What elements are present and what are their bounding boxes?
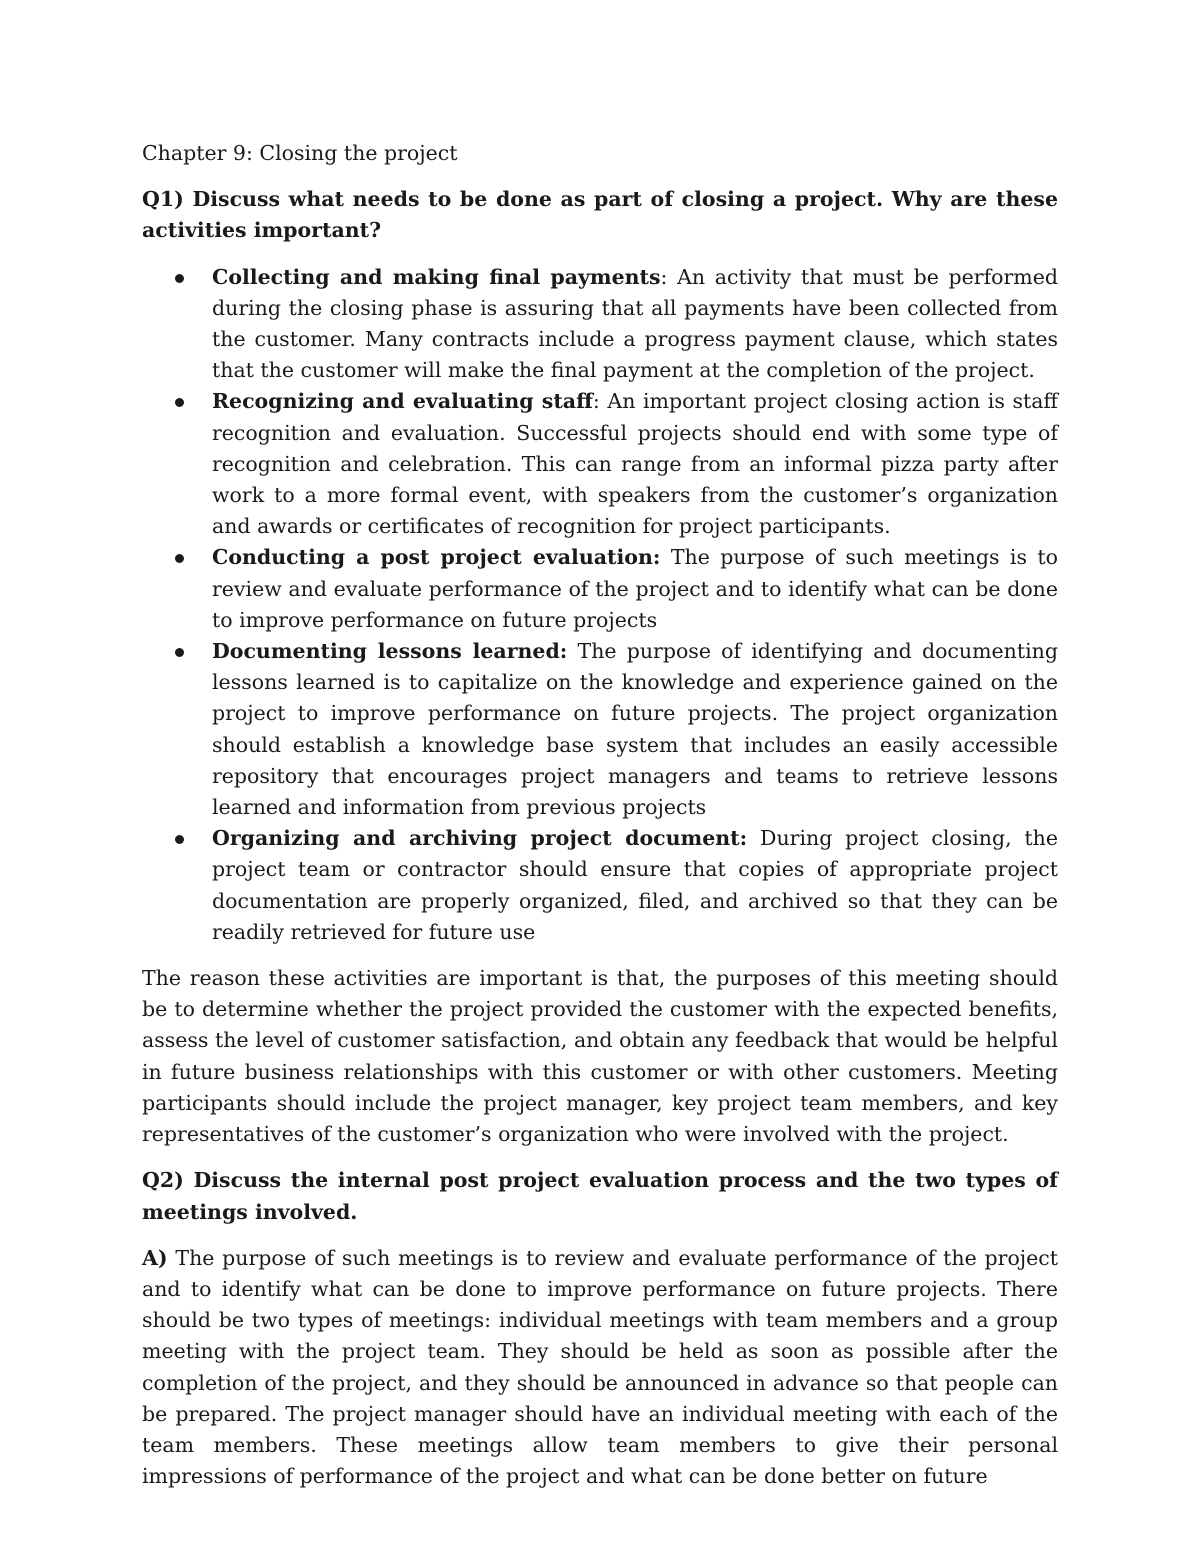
answer-paragraph <box>142 1243 1058 1493</box>
list-item-text: The purpose of identifying and documenting lessons learned is to capitalize on the knowledge and experience gained on the project to improve performance on future projects. The project organization should establish a knowledge base system that includes an easily accessible repository that encourages project managers and teams to retrieve lessons learned and information from previous projects <box>212 639 1059 820</box>
list-item <box>142 823 1058 948</box>
list-item-text: : An important project closing action is staff recognition and evaluation. Successful projects should end with some type of recognition and celebration. This can range from an informal pizza party after work to a more formal event, with speakers from the customer’s organization and awards or certificates of recognition for project participants. <box>212 389 1058 539</box>
list-item-title: Documenting lessons learned: <box>212 639 568 664</box>
question-1: Q1) Discuss what needs to be done as part of closing a project. Why are these activities important? <box>142 187 1058 243</box>
closing-activities-list <box>142 262 1058 948</box>
list-item <box>142 636 1058 823</box>
list-item-title: Conducting a post project evaluation: <box>212 545 661 570</box>
bullet-icon <box>175 554 184 563</box>
answer-text: The purpose of such meetings is to review and evaluate performance of the project and to identify what can be done to improve performance on future projects. There should be two types of meetings: individual meetings with team members and a group meeting with the project team. They should be held as soon as possible after the completion of the project, and they should be announced in advance so that people can be prepared. The project manager should have an individual meeting with each of the team members. These meetings allow team members to give their personal impressions of performance of the project and what can be done better on future <box>142 1245 1058 1489</box>
list-item-text: During project closing, the project team or contractor should ensure that copies of appropriate project documentation are properly organized, filed, and archived so that they can be readily retrieved for future use <box>212 826 1058 944</box>
list-item <box>142 542 1058 636</box>
list-item-text: The purpose of such meetings is to review and evaluate performance of the project and to identify what can be done to improve performance on future projects <box>212 545 1059 632</box>
bullet-icon <box>175 648 184 657</box>
list-item-title: Organizing and archiving project document: <box>212 826 748 851</box>
bullet-icon <box>175 835 184 844</box>
chapter-title: Chapter 9: Closing the project <box>142 141 458 165</box>
bullet-icon <box>175 398 184 407</box>
answer-label: A) <box>142 1245 168 1270</box>
list-item-title: Collecting and making final payments <box>212 264 661 289</box>
list-item <box>142 386 1058 542</box>
reason-paragraph: The reason these activities are important is that, the purposes of this meeting should be to determine whether the project provided the customer with the expected benefits, assess the level of customer satisfaction, and obtain any feedback that would be helpful in future business relationships with this customer or with other customers. Meeting participants should include the project manager, key project team members, and key representatives of the customer’s organization who were involved with the project. <box>142 966 1058 1147</box>
document-page <box>142 138 1058 1507</box>
list-item <box>142 262 1058 387</box>
list-item-text: : An activity that must be performed during the closing phase is assuring that all payments have been collected from the customer. Many contracts include a progress payment clause, which states that the customer will make the final payment at the completion of the project. <box>212 264 1058 383</box>
list-item-title: Recognizing and evaluating staff <box>212 389 593 414</box>
question-2: Q2) Discuss the internal post project evaluation process and the two types of meetings involved. <box>142 1168 1058 1224</box>
bullet-icon <box>175 274 184 283</box>
